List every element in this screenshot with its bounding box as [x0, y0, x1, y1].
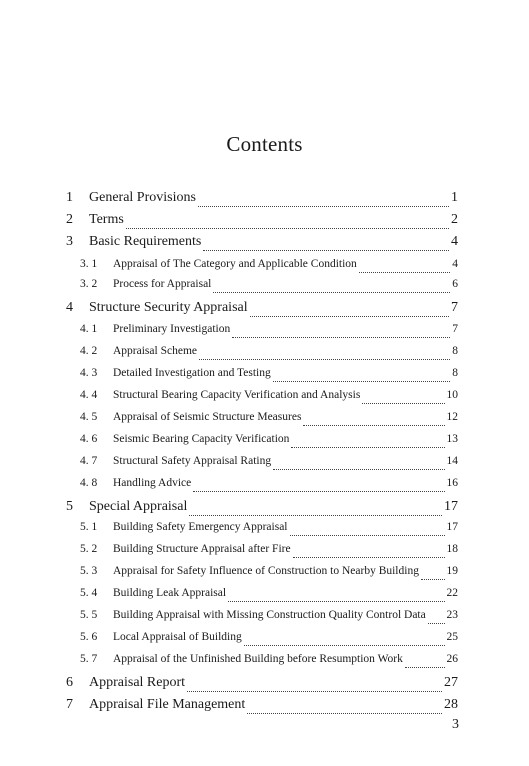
toc-entry-number: 4. 7 — [80, 455, 98, 467]
toc-entry-title: Terms — [89, 212, 124, 227]
toc-dot-leader — [250, 315, 449, 317]
toc-dot-leader — [362, 402, 444, 404]
toc-entry-title: Local Appraisal of Building — [113, 631, 242, 643]
toc-entry[interactable] — [80, 543, 458, 561]
toc-entry[interactable] — [80, 565, 458, 583]
toc-entry-page: 12 — [446, 411, 458, 423]
toc-entry[interactable] — [80, 411, 458, 429]
toc-entry-number: 4 — [66, 300, 73, 315]
toc-dot-leader — [228, 600, 444, 602]
toc-entry-page: 13 — [446, 433, 458, 445]
toc-entry-title: Appraisal for Safety Influence of Construction to Nearby Building — [113, 565, 419, 577]
toc-entry-number: 6 — [66, 675, 73, 690]
toc-entry-number: 5. 2 — [80, 543, 98, 555]
toc-entry-title: Process for Appraisal — [113, 278, 212, 290]
toc-entry-title: Handling Advice — [113, 477, 192, 489]
toc-entry-number: 4. 2 — [80, 345, 98, 357]
toc-entry-number: 7 — [66, 697, 73, 712]
toc-entry-page: 27 — [444, 675, 458, 690]
toc-entry-number: 2 — [66, 212, 73, 227]
toc-entry[interactable] — [80, 631, 458, 649]
toc-entry-title: Preliminary Investigation — [113, 323, 231, 335]
toc-entry-number: 4. 6 — [80, 433, 98, 445]
toc-entry-number: 4. 8 — [80, 477, 98, 489]
toc-entry-title: Building Safety Emergency Appraisal — [113, 521, 288, 533]
toc-dot-leader — [428, 622, 445, 624]
toc-dot-leader — [189, 514, 442, 516]
toc-entry[interactable] — [80, 258, 458, 276]
toc-entry-number: 5. 7 — [80, 653, 98, 665]
toc-entry-number: 5. 4 — [80, 587, 98, 599]
toc-entry[interactable] — [80, 477, 458, 495]
toc-entry[interactable] — [80, 433, 458, 451]
toc-dot-leader — [303, 424, 444, 426]
toc-entry[interactable] — [66, 212, 458, 232]
toc-entry-page: 17 — [444, 499, 458, 514]
toc-dot-leader — [291, 446, 444, 448]
toc-dot-leader — [290, 534, 445, 536]
toc-dot-leader — [247, 712, 442, 714]
toc-dot-leader — [293, 556, 445, 558]
toc-entry-title: Building Structure Appraisal after Fire — [113, 543, 291, 555]
toc-dot-leader — [198, 205, 449, 207]
toc-entry-page: 26 — [446, 653, 458, 665]
toc-entry-page: 6 — [452, 278, 458, 290]
toc-entry[interactable] — [80, 653, 458, 671]
toc-entry-title: Appraisal Scheme — [113, 345, 197, 357]
toc-entry-number: 4. 1 — [80, 323, 98, 335]
toc-entry[interactable] — [80, 521, 458, 539]
toc-entry[interactable] — [80, 587, 458, 605]
page-number: 3 — [452, 717, 459, 732]
toc-dot-leader — [359, 271, 450, 273]
toc-entry-title: Detailed Investigation and Testing — [113, 367, 271, 379]
toc-entry[interactable] — [66, 234, 458, 254]
toc-entry[interactable] — [80, 345, 458, 363]
toc-dot-leader — [244, 644, 445, 646]
toc-entry-number: 4. 5 — [80, 411, 98, 423]
toc-entry-page: 10 — [446, 389, 458, 401]
toc-entry-number: 3. 2 — [80, 278, 98, 290]
toc-dot-leader — [273, 468, 444, 470]
toc-dot-leader — [213, 291, 450, 293]
toc-entry-title: Structure Security Appraisal — [89, 300, 248, 315]
toc-entry-page: 4 — [451, 234, 458, 249]
toc-entry-page: 8 — [452, 367, 458, 379]
toc-entry[interactable] — [66, 190, 458, 210]
toc-entry-number: 5 — [66, 499, 73, 514]
toc-dot-leader — [199, 358, 450, 360]
toc-entry-page: 22 — [446, 587, 458, 599]
toc-entry-page: 8 — [452, 345, 458, 357]
toc-dot-leader — [421, 578, 445, 580]
toc-entry-title: Appraisal File Management — [89, 697, 246, 712]
toc-entry-page: 18 — [446, 543, 458, 555]
toc-entry[interactable] — [66, 697, 458, 717]
toc-entry-title: Structural Safety Appraisal Rating — [113, 455, 272, 467]
toc-entry-number: 5. 5 — [80, 609, 98, 621]
toc-entry[interactable] — [66, 300, 458, 320]
toc-entry-page: 25 — [446, 631, 458, 643]
toc-entry-page: 1 — [451, 190, 458, 205]
toc-entry-number: 4. 4 — [80, 389, 98, 401]
toc-entry-title: Structural Bearing Capacity Verification and Analysis — [113, 389, 361, 401]
toc-entry[interactable] — [66, 499, 458, 519]
toc-entry-page: 23 — [446, 609, 458, 621]
toc-entry-number: 5. 6 — [80, 631, 98, 643]
toc-entry-title: Basic Requirements — [89, 234, 202, 249]
toc-entry-number: 1 — [66, 190, 73, 205]
toc-entry-title: Special Appraisal — [89, 499, 188, 514]
toc-entry-page: 28 — [444, 697, 458, 712]
toc-entry-page: 7 — [451, 300, 458, 315]
toc-entry-number: 3. 1 — [80, 258, 98, 270]
toc-entry-number: 3 — [66, 234, 73, 249]
page-title: Contents — [226, 132, 303, 156]
toc-entry-page: 4 — [452, 258, 458, 270]
toc-entry[interactable] — [80, 323, 458, 341]
toc-entry-title: Appraisal of The Category and Applicable Condition — [113, 258, 357, 270]
toc-entry-title: Appraisal Report — [89, 675, 186, 690]
toc-entry-title: Building Leak Appraisal — [113, 587, 227, 599]
toc-dot-leader — [203, 249, 449, 251]
toc-entry[interactable] — [80, 609, 458, 627]
toc-entry[interactable] — [80, 367, 458, 385]
toc-dot-leader — [126, 227, 449, 229]
toc-entry-page: 16 — [446, 477, 458, 489]
toc-entry-title: Appraisal of the Unfinished Building before Resumption Work — [113, 653, 403, 665]
toc-entry-page: 14 — [446, 455, 458, 467]
toc-entry-title: General Provisions — [89, 190, 196, 205]
toc-entry-title: Seismic Bearing Capacity Verification — [113, 433, 290, 445]
toc-entry-page: 19 — [446, 565, 458, 577]
toc-entry-number: 5. 3 — [80, 565, 98, 577]
toc-dot-leader — [273, 380, 451, 382]
toc-entry[interactable] — [80, 278, 458, 296]
toc-entry-page: 7 — [452, 323, 458, 335]
toc-entry-title: Appraisal of Seismic Structure Measures — [113, 411, 302, 423]
toc-entry-page: 2 — [451, 212, 458, 227]
toc-dot-leader — [187, 690, 442, 692]
toc-dot-leader — [232, 336, 450, 338]
toc-entry-number: 4. 3 — [80, 367, 98, 379]
toc-entry-title: Building Appraisal with Missing Construction Quality Control Data — [113, 609, 426, 621]
toc-entry[interactable] — [80, 455, 458, 473]
toc-dot-leader — [405, 666, 445, 668]
toc-entry[interactable] — [80, 389, 458, 407]
toc-entry-number: 5. 1 — [80, 521, 98, 533]
toc-dot-leader — [193, 490, 444, 492]
toc-entry-page: 17 — [446, 521, 458, 533]
toc-entry[interactable] — [66, 675, 458, 695]
